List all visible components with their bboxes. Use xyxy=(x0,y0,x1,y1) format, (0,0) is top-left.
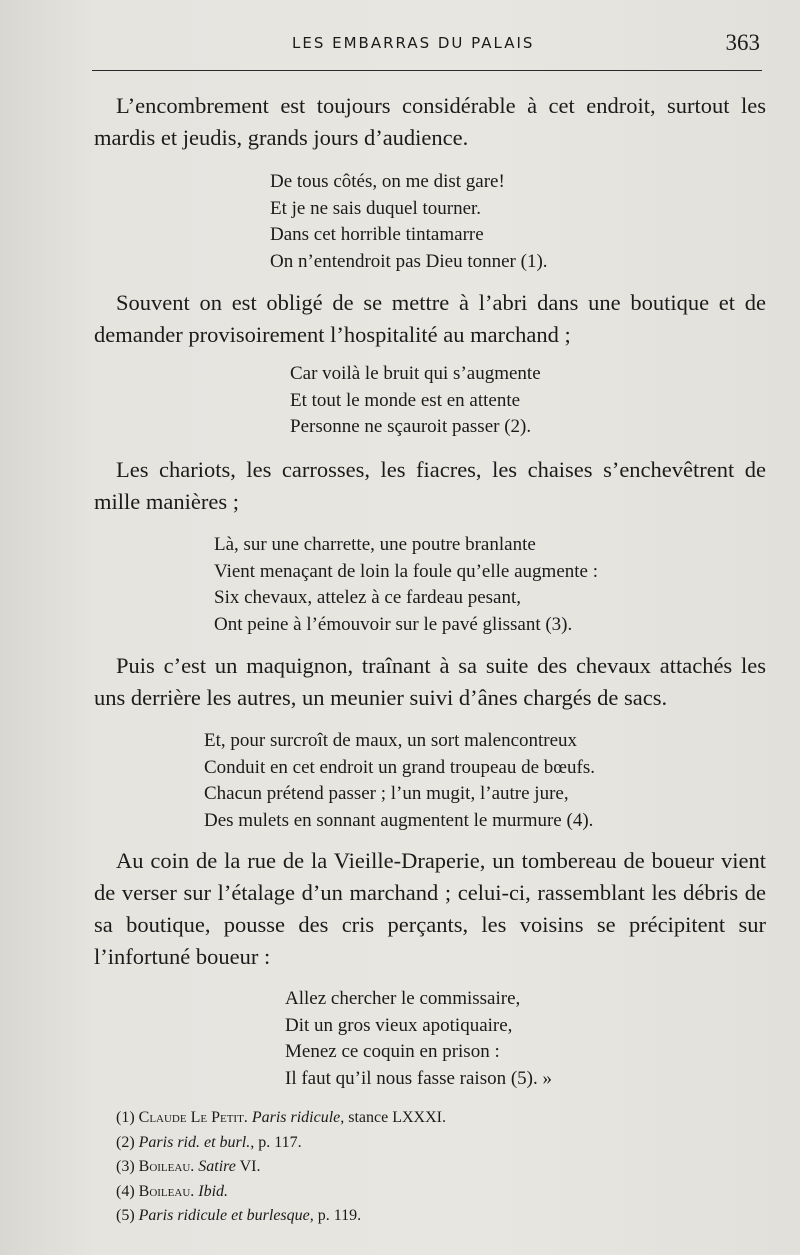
verse-quote xyxy=(214,532,598,638)
header-rule xyxy=(92,70,762,71)
verse-quote xyxy=(290,361,541,441)
running-title: LES EMBARRAS DU PALAIS xyxy=(292,34,535,52)
footnote-author: Boileau. xyxy=(138,1182,195,1200)
verse-line: Et tout le monde est en attente xyxy=(290,389,521,411)
verse-line: Ont peine à l’émouvoir sur le pavé glissant (3). xyxy=(214,613,573,635)
footnotes xyxy=(116,1106,446,1229)
verse-line: Conduit en cet endroit un grand troupeau de bœufs. xyxy=(204,756,595,778)
footnote-number: (5) xyxy=(116,1207,135,1224)
verse-line: Car voilà le bruit qui s’augmente xyxy=(290,363,541,384)
verse-line: Et, pour surcroît de maux, un sort malencontreux xyxy=(204,730,578,751)
footnote xyxy=(116,1131,446,1156)
footnote-number: (4) xyxy=(116,1182,135,1200)
verse-line: Dit un gros vieux apotiquaire, xyxy=(285,1014,513,1036)
footnote-author: Claude Le Petit. xyxy=(138,1109,248,1126)
footnote xyxy=(116,1155,446,1180)
paragraph: L’encombrement est toujours considérable à cet endroit, surtout les mardis et jeudis, grands jours d’audience. xyxy=(94,93,766,150)
paragraph: Les chariots, les carrosses, les fiacres, les chaises s’enchevêtrent de mille manières ; xyxy=(94,457,766,514)
footnote-title: Paris ridicule, xyxy=(251,1109,345,1126)
verse-line: On n’entendroit pas Dieu tonner (1). xyxy=(270,250,548,272)
footnote xyxy=(116,1204,446,1229)
verse-line: Allez chercher le commissaire, xyxy=(285,988,521,1009)
verse-line: De tous côtés, on me dist gare! xyxy=(270,171,505,192)
verse-quote xyxy=(285,986,552,1092)
footnote-detail: p. 117. xyxy=(258,1133,302,1151)
verse-line: Des mulets en sonnant augmentent le murmure (4). xyxy=(204,809,594,831)
verse-line: Vient menaçant de loin la foule qu’elle augmente : xyxy=(214,560,598,582)
footnote-title: Paris ridicule et burlesque, xyxy=(138,1207,314,1224)
footnote xyxy=(116,1106,446,1131)
verse-line: Et je ne sais duquel tourner. xyxy=(270,197,482,219)
footnote-title: Ibid. xyxy=(198,1182,229,1200)
verse-line: Dans cet horrible tintamarre xyxy=(270,224,484,245)
footnote-title: Paris rid. et burl., xyxy=(138,1133,255,1151)
verse-line: Chacun prétend passer ; l’un mugit, l’autre jure, xyxy=(204,783,569,804)
paragraph: Souvent on est obligé de se mettre à l’abri dans une boutique et de demander provisoirement l’hospitalité au marchand ; xyxy=(94,290,766,347)
paragraph: Au coin de la rue de la Vieille-Draperie, un tombereau de boueur vient de verser sur l’étalage d’un marchand ; celui-ci, rassemblant les débris de sa boutique, pousse des cris perçants, les voisins se précipitent sur l’infortuné boueur : xyxy=(94,848,766,969)
verse-line: Personne ne sçauroit passer (2). xyxy=(290,416,532,437)
footnote-author: Boileau. xyxy=(138,1158,195,1175)
page-header xyxy=(92,30,764,60)
footnote-number: (2) xyxy=(116,1133,135,1151)
footnote-detail: VI. xyxy=(239,1158,261,1175)
verse-quote xyxy=(270,169,548,275)
footnote-detail: p. 119. xyxy=(317,1207,362,1224)
verse-line: Là, sur une charrette, une poutre branlante xyxy=(214,534,536,555)
paragraph: Puis c’est un maquignon, traînant à sa suite des chevaux attachés les uns derrière les autres, un meunier suivi d’ânes chargés de sacs. xyxy=(94,653,766,710)
verse-quote xyxy=(204,728,595,834)
verse-line: Menez ce coquin en prison : xyxy=(285,1041,500,1062)
verse-line: Il faut qu’il nous fasse raison (5). » xyxy=(285,1067,552,1089)
footnote-number: (3) xyxy=(116,1158,135,1175)
verse-line: Six chevaux, attelez à ce fardeau pesant, xyxy=(214,587,522,608)
footnote-number: (1) xyxy=(116,1109,135,1126)
footnote-title: Satire xyxy=(198,1158,236,1175)
footnote xyxy=(116,1180,446,1205)
page-number: 363 xyxy=(725,30,760,55)
footnote-detail: stance LXXXI. xyxy=(348,1109,446,1126)
